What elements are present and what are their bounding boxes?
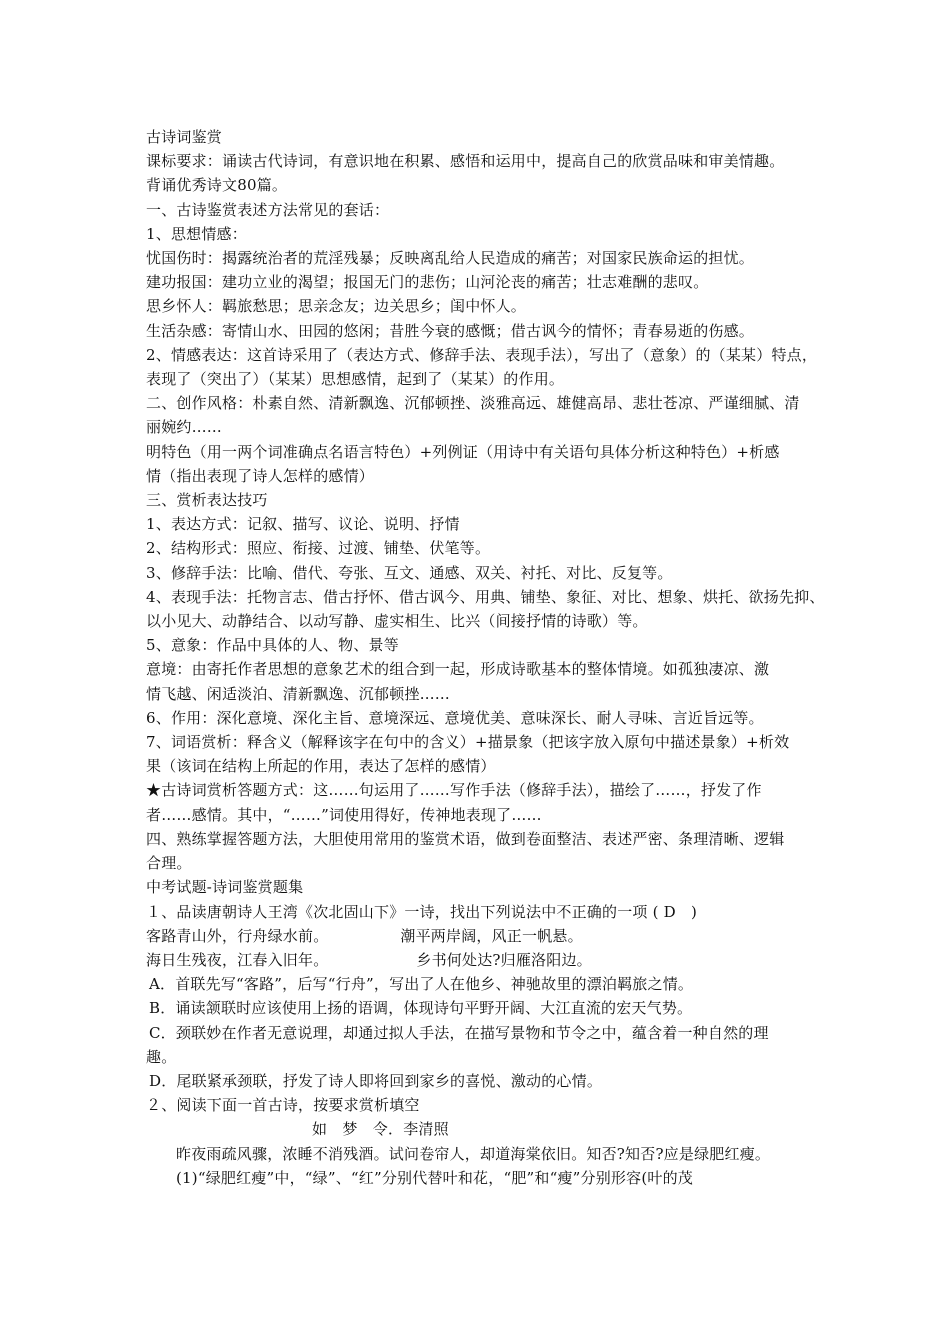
section-3-item-7: 7、词语赏析：释含义（解释该字在句中的含义）+描景象（把该字放入原句中描述景象）+析效 xyxy=(146,733,790,752)
section-1-heading: 一、古诗鉴赏表述方法常见的套话： xyxy=(146,200,390,219)
paragraph-life: 生活杂感：寄情山水、田园的悠闲；昔胜今衰的感慨；借古讽今的情怀；青春易逝的伤感。 xyxy=(146,321,755,340)
exam-heading: 中考试题-诗词鉴赏题集 xyxy=(146,878,304,897)
section-3-item-2: 2、结构形式：照应、衔接、过渡、铺垫、伏笔等。 xyxy=(146,539,491,558)
section-3-item-6: 6、作用：深化意境、深化主旨、意境深远、意境优美、意味深长、耐人寻味、言近旨远等。 xyxy=(146,708,764,727)
question-2-part-1: (1)“绿肥红瘦”中，“绿”、“红”分别代替叶和花，“肥”和“瘦”分别形容(叶的茂 xyxy=(176,1168,693,1187)
section-3-item-7-cont: 果（该词在结构上所起的作用，表达了怎样的感情） xyxy=(146,757,496,776)
paragraph-homesick: 思乡怀人：羁旅愁思；思亲念友；边关思乡；闺中怀人。 xyxy=(146,297,527,316)
section-1-item-2: 2、情感表达：这首诗采用了（表达方式、修辞手法、表现手法），写出了（意象）的（某某）特点， xyxy=(146,345,818,364)
section-4-heading: 四、熟练掌握答题方法，大胆使用常用的鉴赏术语，做到卷面整洁、表述严密、条理清晰、逻辑 xyxy=(146,829,785,848)
poem-lines-1 xyxy=(146,924,826,948)
section-3-item-4: 4、表现手法：托物言志、借古抒怀、借古讽今、用典、铺垫、象征、对比、想象、烘托、欲扬先抑、 xyxy=(146,587,825,606)
section-4-heading-cont: 合理。 xyxy=(146,854,192,873)
curriculum-standard: 课标要求：诵读古代诗词，有意识地在积累、感悟和运用中，提高自己的欣赏品味和审美情趣。 xyxy=(146,152,785,171)
poem-text: 昨夜雨疏风骤，浓睡不消残酒。试问卷帘人，却道海棠依旧。知否?知否?应是绿肥红瘦。 xyxy=(176,1144,771,1163)
option-b: B．诵读颔联时应该使用上扬的语调，体现诗句平野开阔、大江直流的宏天气势。 xyxy=(149,999,693,1018)
section-2-formula: 明特色（用一两个词准确点名语言特色）+列例证（用诗中有关语句具体分析这种特色）+析感 xyxy=(146,442,780,461)
section-2-formula-cont: 情（指出表现了诗人怎样的感情） xyxy=(146,466,375,485)
paragraph-yijing: 意境：由寄托作者思想的意象艺术的组合到一起，形成诗歌基本的整体情境。如孤独凄凉、激 xyxy=(146,660,770,679)
section-3-item-5: 5、意象：作品中具体的人、物、景等 xyxy=(146,636,399,655)
section-3-heading: 三、赏析表达技巧 xyxy=(146,491,268,510)
poem-line: 潮平两岸阔，风正一帆悬。 xyxy=(400,926,583,945)
answer-method-cont: 者……感情。其中，“……”词使用得好，传神地表现了…… xyxy=(146,805,542,824)
paragraph-yijing-cont: 情飞越、闲适淡泊、清新飘逸、沉郁顿挫…… xyxy=(146,684,451,703)
section-3-item-4-cont: 以小见大、动静结合、以动写静、虚实相生、比兴（间接抒情的诗歌）等。 xyxy=(146,612,648,631)
paragraph-patriot: 忧国伤时：揭露统治者的荒淫残暴；反映离乱给人民造成的痛苦；对国家民族命运的担忧。 xyxy=(146,249,755,268)
option-a: A．首联先写“客路”，后写“行舟”，写出了人在他乡、神驰故里的漂泊羁旅之情。 xyxy=(149,975,694,994)
answer-method: ★古诗词赏析答题方式：这……句运用了……写作手法（修辞手法），描绘了……，抒发了作 xyxy=(146,781,762,800)
section-2-heading: 二、创作风格：朴素自然、清新飘逸、沉郁顿挫、淡雅高远、雄健高昂、悲壮苍凉、严谨细腻、清 xyxy=(146,394,800,413)
option-d: D．尾联紧承颈联，抒发了诗人即将回到家乡的喜悦、激动的心情。 xyxy=(149,1071,603,1090)
section-2-heading-cont: 丽婉约…… xyxy=(146,418,223,437)
section-1-item-2-cont: 表现了（突出了）（某某）思想感情，起到了（某某）的作用。 xyxy=(146,370,565,389)
doc-title: 古诗词鉴赏 xyxy=(146,128,223,146)
curriculum-standard-cont: 背诵优秀诗文80篇。 xyxy=(146,176,288,195)
option-c: C．颈联妙在作者无意说理，却通过拟人手法，在描写景物和节令之中，蕴含着一种自然的理 xyxy=(149,1023,769,1042)
paragraph-ambition: 建功报国：建功立业的渴望；报国无门的悲伤；山河沦丧的痛苦；壮志难酬的悲叹。 xyxy=(146,273,709,292)
document-body xyxy=(146,125,826,1190)
section-3-item-1: 1、表达方式：记叙、描写、议论、说明、抒情 xyxy=(146,515,460,534)
option-c-cont: 趣。 xyxy=(146,1047,177,1066)
poem-lines-2 xyxy=(146,948,826,972)
question-2: ２、阅读下面一首古诗，按要求赏析填空 xyxy=(146,1096,420,1115)
question-1: １、品读唐朝诗人王湾《次北固山下》一诗，找出下列说法中不正确的一项 ( D ) xyxy=(146,902,698,921)
poem-line: 乡书何处达?归雁洛阳边。 xyxy=(416,950,592,969)
section-3-item-3: 3、修辞手法：比喻、借代、夸张、互文、通感、双关、衬托、对比、反复等。 xyxy=(146,563,673,582)
poem-title: 如 梦 令．李清照 xyxy=(312,1120,449,1139)
poem-line: 客路青山外，行舟绿水前。 xyxy=(146,926,329,945)
section-1-item-1: 1、思想情感： xyxy=(146,224,247,243)
poem-line: 海日生残夜，江春入旧年。 xyxy=(146,950,329,969)
